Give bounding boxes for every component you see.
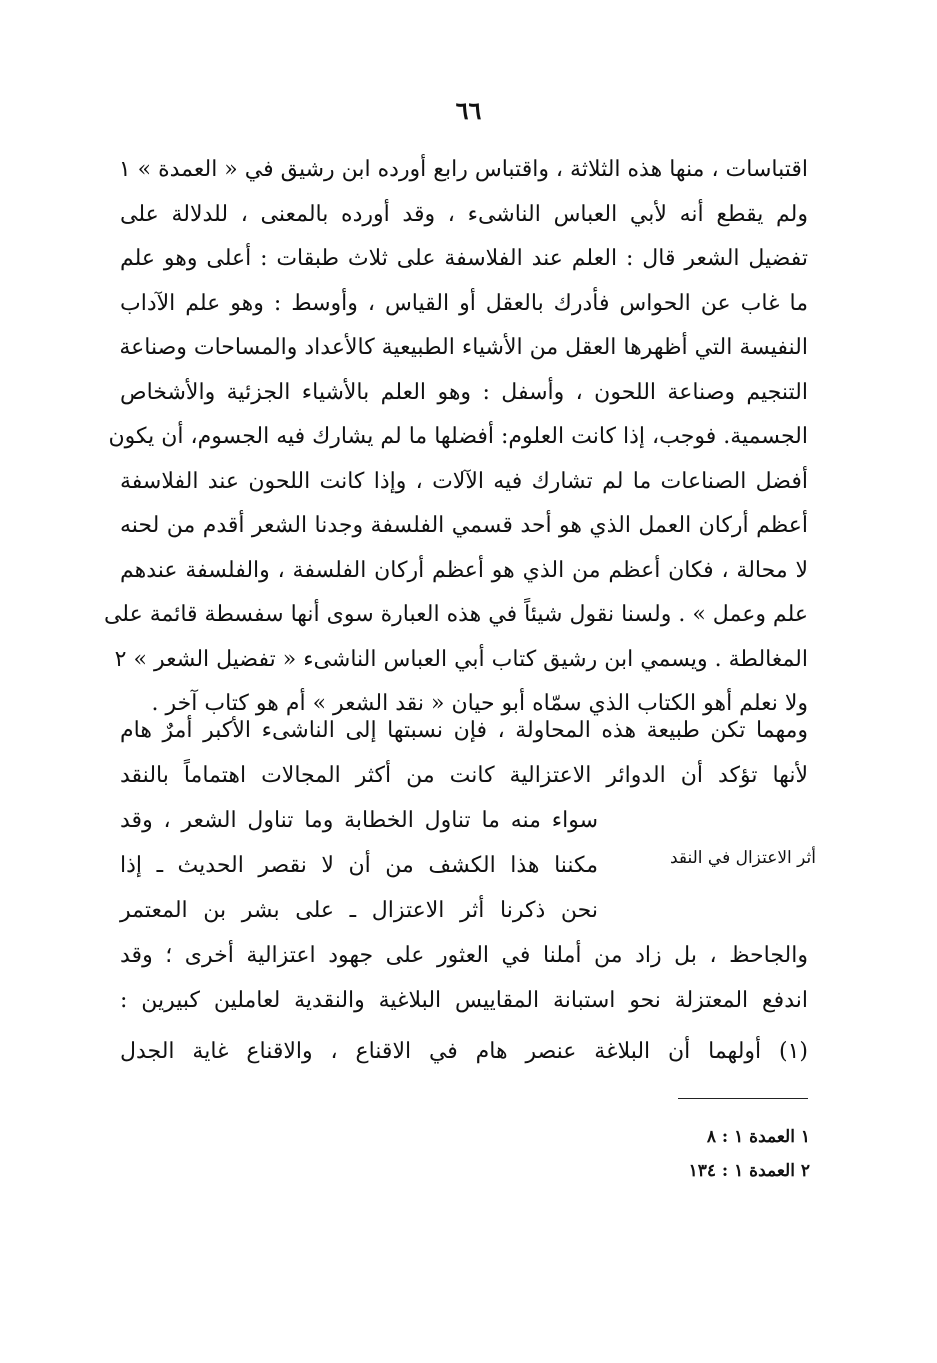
text-line: والجاحظ ، بل زاد من أملنا في العثور على جهود اعتزالية أخرى ؛ وقد [120,943,808,968]
footnote: ٢ العمدة ١ : ١٣٤ [688,1161,810,1181]
text-line: مكننا هذا الكشف من أن لا نقصر الحديث ـ إذا [120,853,598,878]
footnote: ١ العمدة ١ : ٨ [706,1127,810,1147]
text-line: التنجيم وصناعة اللحون ، وأسفل : وهو العلم بالأشياء الجزئية والأشخاص [120,379,808,405]
text-line: ومهما تكن طبيعة هذه المحاولة ، فإن نسبتها إلى الناشىء الأكبر أمرٌ هام [120,718,808,743]
text-line: لا محالة ، فكان أعظم من الذي هو أعظم أركان الفلسفة ، والفلسفة عندهم [120,557,808,583]
text-line: أفضل الصناعات ما لم تشارك فيه الآلات ، وإذا كانت اللحون عند الفلاسفة [120,468,808,494]
margin-note: أثر الاعتزال في النقد [669,848,816,868]
text-line: علم وعمل » . ولسنا نقول شيئاً في هذه العبارة سوى أنها سفسطة قائمة على [103,602,808,627]
text-line: ما غاب عن الحواس فأدرك بالعقل أو القياس ، وأوسط : وهو علم الآداب [120,290,808,316]
paragraph-3 [120,1030,808,1075]
text-line: لأنها تؤكد أن الدوائر الاعتزالية كانت من أكثر المجالات اهتماماً بالنقد [120,763,808,788]
footnotes [560,1120,810,1188]
text-line: المغالطة . ويسمي ابن رشيق كتاب أبي العباس الناشىء « تفضيل الشعر » ٢ [114,646,808,672]
text-line: ولم يقطع أنه لأبي العباس الناشىء ، وقد أورده بالمعنى ، للدلالة على [120,201,808,227]
text-line: الجسمية. فوجب، إذا كانت العلوم: أفضلها ما لم يشارك فيه الجسوم، أن يكون [108,424,808,449]
text-line: نحن ذكرنا أثر الاعتزال ـ على بشر بن المعتمر [120,898,598,923]
text-line: تفضيل الشعر قال : العلم عند الفلاسفة على ثلاث طبقات : أعلى وهو علم [120,246,808,271]
text-line: أعظم أركان العمل الذي هو أحد قسمي الفلسفة وجدنا الشعر أقدم من لحنه [120,513,808,538]
text-line: سواء منه ما تناول الخطابة وما تناول الشعر ، وقد [120,808,598,833]
page-number: ٦٦ [455,96,482,125]
text-line: النفيسة التي أظهرها العقل من الأشياء الطبيعية كالأعداد والمساحات وصناعة [119,335,808,360]
text-line: اقتباسات ، منها هذه الثلاثة ، واقتباس رابع أورده ابن رشيق في « العمدة » ١ [118,157,808,182]
paragraph-1 [103,148,808,727]
text-line: ولا نعلم أهو الكتاب الذي سمّاه أبو حيان « نقد الشعر » أم هو كتاب آخر . [151,691,808,716]
text-line: اندفع المعتزلة نحو استبانة المقاييس البلاغية والنقدية لعاملين كبيرين : [120,988,808,1013]
text-line: (١) أولهما أن البلاغة عنصر هام في الاقناع ، والاقناع غاية الجدل [120,1039,808,1064]
footnote-divider [678,1098,808,1099]
